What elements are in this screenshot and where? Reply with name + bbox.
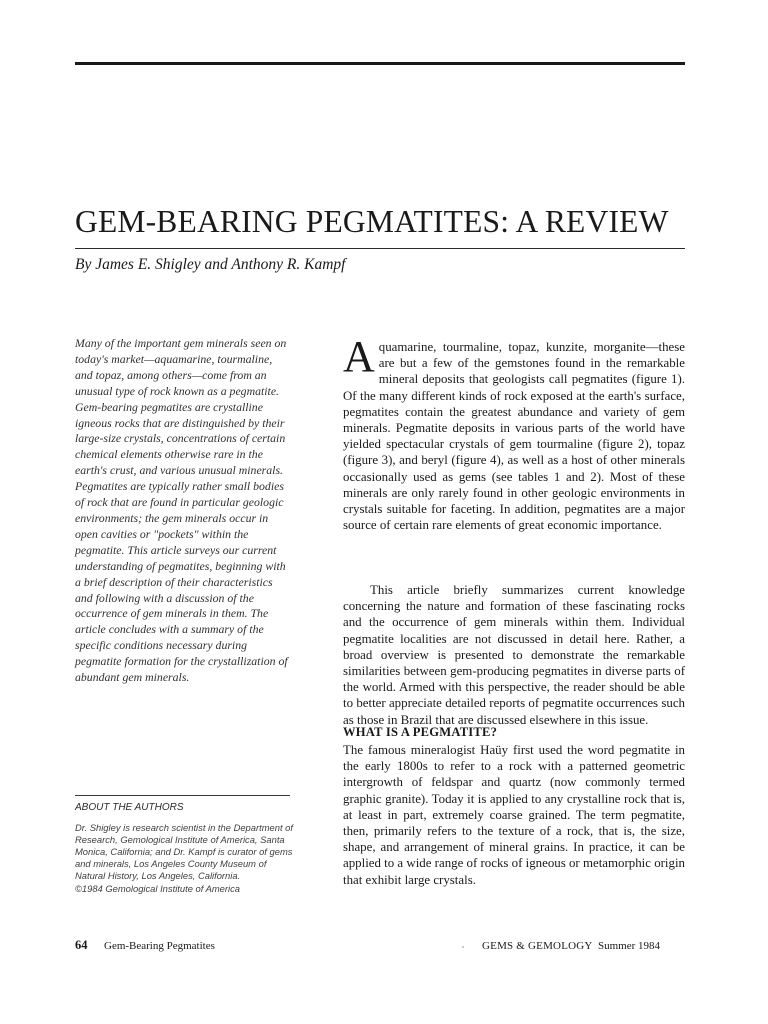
footer-dot — [462, 946, 464, 948]
copyright-notice: ©1984 Gemological Institute of America — [75, 883, 240, 894]
running-title: Gem-Bearing Pegmatites — [104, 940, 215, 952]
section-heading: WHAT IS A PEGMATITE? — [343, 725, 498, 739]
byline: By James E. Shigley and Anthony R. Kampf — [75, 256, 346, 273]
top-rule — [75, 62, 685, 65]
body-paragraph-3: The famous mineralogist Haüy first used the word pegmatite in the early 1800s to refer to a rock with a patterned geometric intergrowth of feldspar and quartz (now commonly termed graphic granite). Today it is applied to any crystalline rock that is, at least in part, extremely coarse grained. The term pegmatite, then, primarily refers to the texture of a rock, that is, the size, shape, and arrangement of mineral grains. In practice, it can be applied to a wide range of rocks of igneous or metamorphic origin that exhibit large crystals. — [343, 743, 685, 887]
drop-cap: A — [343, 332, 375, 381]
authors-rule — [75, 795, 290, 796]
journal-issue: Summer 1984 — [598, 940, 661, 952]
about-authors-heading: ABOUT THE AUTHORS — [75, 802, 184, 813]
about-authors-text: Dr. Shigley is research scientist in the Department of Research, Gemological Institute of America, Santa Monica, California; and Dr. Kampf is curator of gems and minerals, Los Angeles County Museum of Natural History, Los Angeles, California. — [75, 822, 293, 882]
body-paragraph-1 — [343, 332, 685, 533]
abstract: Many of the important gem minerals seen on today's market—aquamarine, tourmaline, and topaz, among others—come from an unusual type of rock known as a pegmatite. Gem-bearing pegmatites are crystalline igneous rocks that are distinguished by their large-size crystals, concentrations of certain chemical elements otherwise rare in the earth's crust, and various unusual minerals. Pegmatites are typically rather small bodies of rock that are found in particular geologic environments; the gem minerals occur in open cavities or "pockets" within the pegmatite. This article surveys our current understanding of pegmatites, beginning with a brief description of their characteristics and following with a discussion of the occurrence of gem minerals in them. The article concludes with a summary of the specific conditions necessary during pegmatite formation for the crystallization of abundant gem minerals. — [75, 336, 288, 685]
page-number: 64 — [75, 938, 88, 952]
journal-name: GEMS & GEMOLOGY — [482, 940, 593, 952]
paragraph-1-text: quamarine, tourmaline, topaz, kunzite, morganite—these are but a few of the gemstones found in the remarkable mineral deposits that geologists call pegmatites (figure 1). Of the many different kinds of rock exposed at the earth's surface, pegmatites contain the greatest abundance and variety of gem minerals. Pegmatite deposits in various parts of the world have yielded spectacular crystals of gem tourmaline (figure 2), topaz (figure 3), and beryl (figure 4), as well as a host of other minerals occasionally used as gems (see tables 1 and 2). Most of these minerals are only rarely found in other geologic environments in crystals suitable for faceting. In addition, pegmatites are a major source of certain rare elements of great economic importance. — [343, 340, 685, 533]
article-title: GEM-BEARING PEGMATITES: A REVIEW — [75, 204, 669, 239]
body-paragraph-2: This article briefly summarizes current knowledge concerning the nature and formation of these fascinating rocks and the occurrence of gem minerals within them. Individual pegmatite localities are not discussed in detail here. Rather, a broad overview is presented to demonstrate the remarkable similarities between gem-producing pegmatites in diverse parts of the world. Armed with this perspective, the reader should be able to better appreciate detailed reports of pegmatite occurrences such as those in Brazil that are discussed elsewhere in this issue. — [343, 583, 685, 727]
title-rule — [75, 248, 685, 249]
